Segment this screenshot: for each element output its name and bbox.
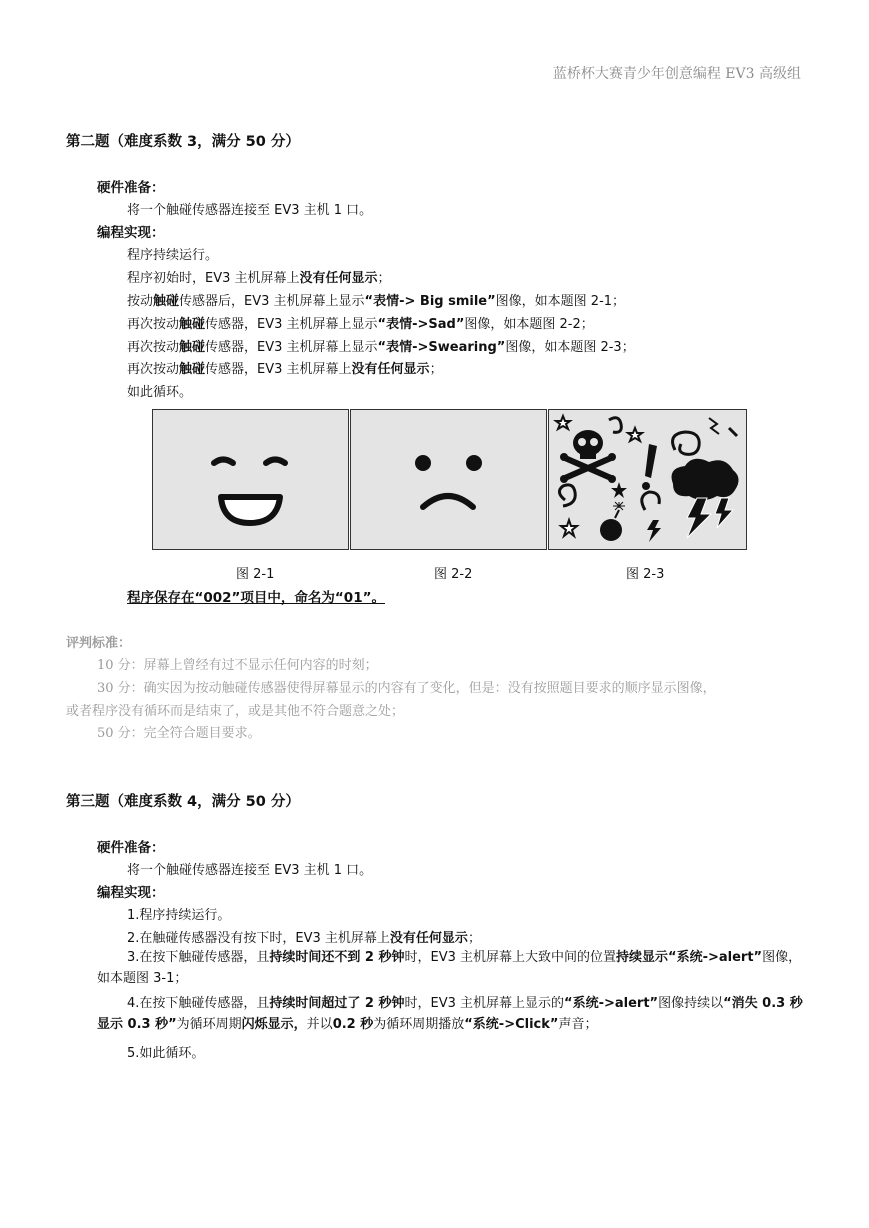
caption-fig-2-1: 图 2-1: [236, 567, 275, 582]
q2-line-2: 程序初始时，EV3 主机屏幕上没有任何显示；: [127, 271, 391, 286]
q3-line-3: 3.在按下触碰传感器，且持续时间还不到 2 秒钟时，EV3 主机屏幕上大致中间的位置持续显示“系统->alert”图像，如本题图 3-1；: [97, 950, 802, 986]
figure-sad: [350, 409, 547, 550]
criteria-30-line1: 30 分：确实因为按动触碰传感器使得屏幕显示的内容有了变化，但是：没有按照题目要求的顺序显示图像，: [97, 681, 716, 696]
criteria-50: 50 分：完全符合题目要求。: [97, 726, 261, 741]
q3-hardware-text: 将一个触碰传感器连接至 EV3 主机 1 口。: [127, 863, 373, 878]
q2-line-4: 再次按动触碰传感器，EV3 主机屏幕上显示“表情->Sad”图像，如本题图 2-2；: [127, 317, 594, 332]
q2-programming-label: 编程实现：: [97, 225, 165, 241]
q3-hardware-label: 硬件准备：: [97, 840, 165, 856]
q3-programming-label: 编程实现：: [97, 885, 165, 901]
q2-save-instruction: 程序保存在“002”项目中，命名为“01”。: [127, 590, 385, 606]
q2-line-1: 程序持续运行。: [127, 248, 219, 263]
q3-line-1: 1.程序持续运行。: [127, 908, 231, 923]
swearing-icon: [549, 410, 746, 549]
q2-line-5: 再次按动触碰传感器，EV3 主机屏幕上显示“表情->Swearing”图像，如本题图 2-3；: [127, 340, 635, 355]
q2-line-3: 按动触碰传感器后，EV3 主机屏幕上显示“表情-> Big smile”图像，如本题图 2-1；: [127, 294, 626, 309]
q3-title: 第三题（难度系数 4，满分 50 分）: [66, 794, 300, 810]
page-header: 蓝桥杯大赛青少年创意编程 EV3 高级组: [552, 66, 801, 82]
criteria-30-line2: 或者程序没有循环而是结束了，或是其他不符合题意之处；: [66, 704, 405, 719]
q2-hardware-text: 将一个触碰传感器连接至 EV3 主机 1 口。: [127, 203, 373, 218]
q2-title: 第二题（难度系数 3，满分 50 分）: [66, 134, 300, 150]
q3-line-2: 2.在触碰传感器没有按下时，EV3 主机屏幕上没有任何显示；: [127, 931, 481, 946]
caption-fig-2-3: 图 2-3: [626, 567, 665, 582]
sad-face-icon: [351, 410, 546, 549]
criteria-label: 评判标准：: [66, 636, 132, 651]
q2-line-7: 如此循环。: [127, 385, 193, 400]
caption-fig-2-2: 图 2-2: [434, 567, 473, 582]
q3-line-5: 5.如此循环。: [127, 1046, 205, 1061]
criteria-10: 10 分：屏幕上曾经有过不显示任何内容的时刻；: [97, 658, 378, 673]
figure-big-smile: [152, 409, 349, 550]
q2-line-6: 再次按动触碰传感器，EV3 主机屏幕上没有任何显示；: [127, 362, 443, 377]
big-smile-icon: [153, 410, 348, 549]
figure-swearing: [548, 409, 747, 550]
q2-hardware-label: 硬件准备：: [97, 180, 165, 196]
q3-line-4: 4.在按下触碰传感器，且持续时间超过了 2 秒钟时，EV3 主机屏幕上显示的“系统->alert”图像持续以“消失 0.3 秒显示 0.3 秒”为循环周期闪烁显示，并以0.2 秒为循环周期播放“系统->Click”声音；: [97, 996, 803, 1032]
